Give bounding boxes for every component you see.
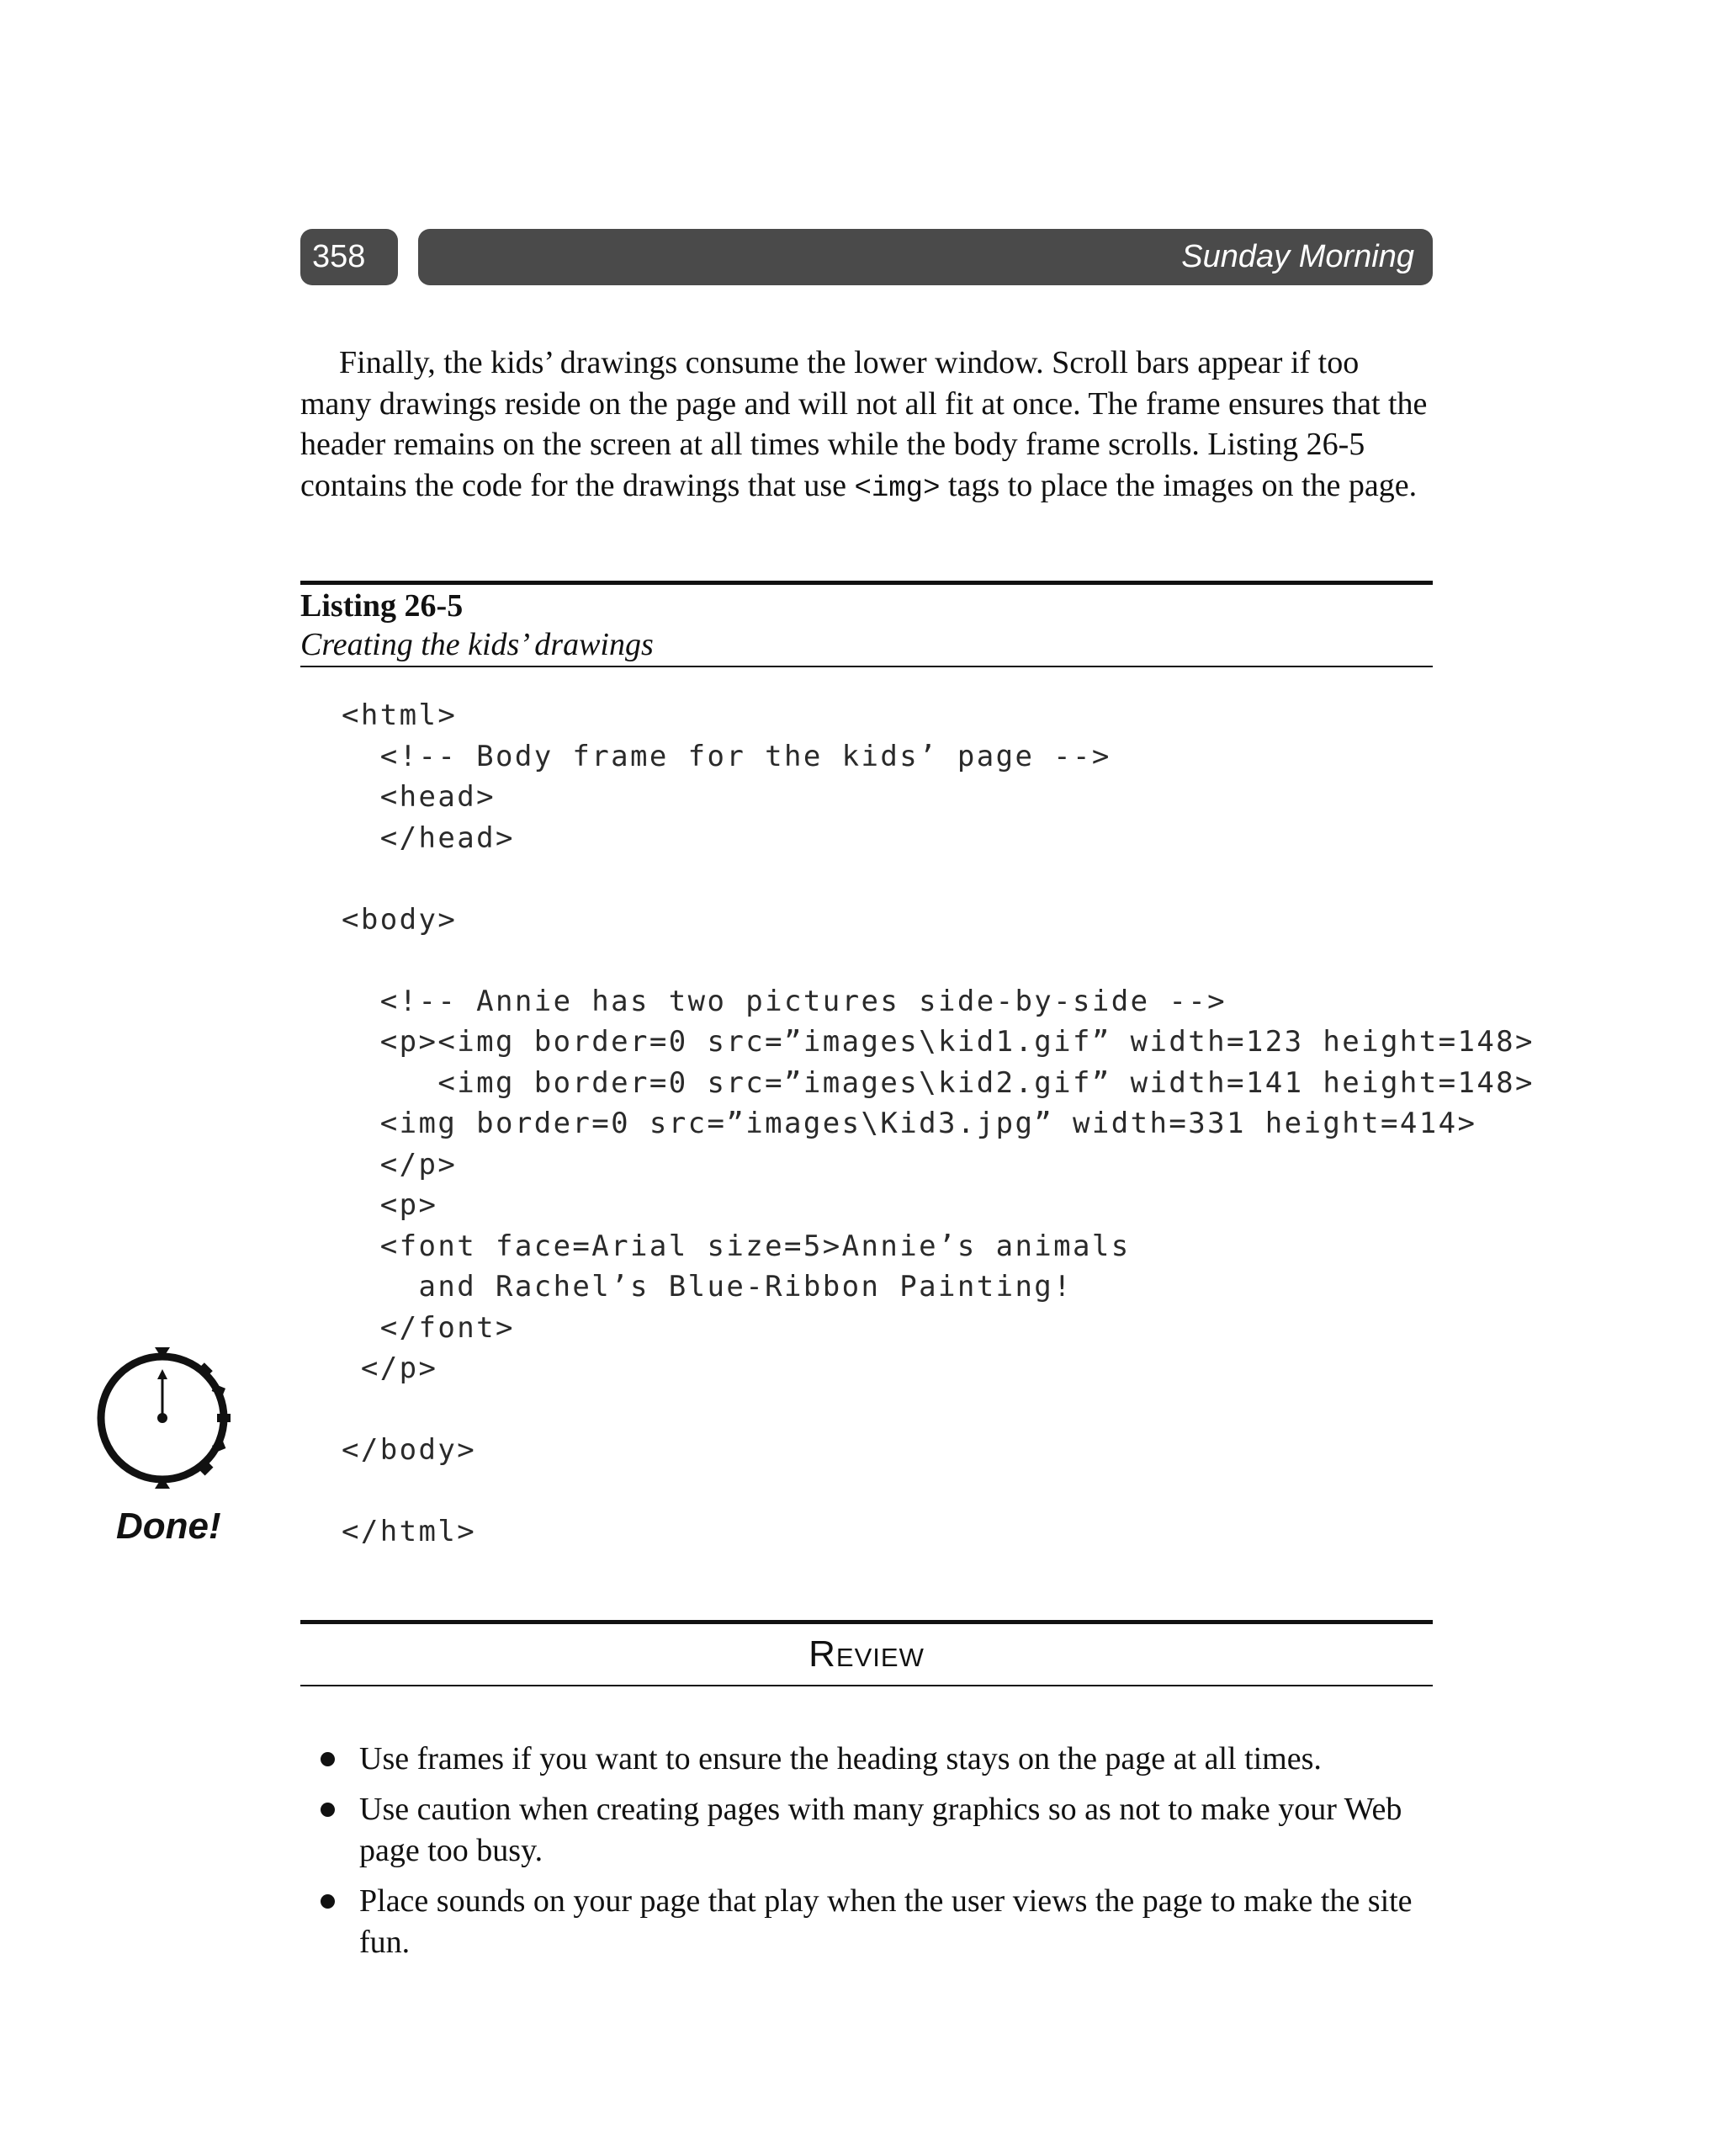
code-line xyxy=(342,940,1535,981)
code-line: </p> xyxy=(342,1351,438,1385)
code-line: <html> xyxy=(342,698,458,732)
code-line xyxy=(342,1471,1535,1512)
review-item xyxy=(300,1789,1433,1872)
review-list xyxy=(300,1739,1433,1973)
bullet-icon xyxy=(321,1894,335,1909)
code-line xyxy=(342,1389,1535,1431)
bullet-icon xyxy=(321,1752,335,1766)
listing-rule-top xyxy=(300,581,1433,585)
code-line: <p><img border=0 src=”images\kid1.gif” width=123 height=148> xyxy=(342,1025,1535,1059)
code-line xyxy=(342,858,1535,900)
review-item-text: Place sounds on your page that play when the user views the page to make the site fun. xyxy=(359,1883,1413,1960)
code-line: <head> xyxy=(342,780,496,814)
code-line: </p> xyxy=(342,1147,458,1182)
code-line: </head> xyxy=(342,820,515,855)
code-line: </body> xyxy=(342,1433,477,1467)
review-heading: Review xyxy=(808,1633,925,1675)
code-line: and Rachel’s Blue-Ribbon Painting! xyxy=(342,1270,1074,1304)
review-rule-top xyxy=(300,1620,1433,1624)
code-line: <!-- Annie has two pictures side-by-side --> xyxy=(342,984,1227,1018)
code-line: </html> xyxy=(342,1515,477,1548)
code-listing xyxy=(342,695,1535,1553)
code-line: <img border=0 src=”images\Kid3.jpg” width=331 height=414> xyxy=(342,1107,1477,1140)
code-line: <p> xyxy=(342,1188,438,1222)
page-number: 358 xyxy=(300,229,398,285)
code-line: </font> xyxy=(342,1310,515,1345)
review-item xyxy=(300,1881,1433,1963)
code-line: <body> xyxy=(342,902,458,937)
code-line: <img border=0 src=”images\kid2.gif” width=141 height=148> xyxy=(342,1065,1535,1100)
listing-title: Creating the kids’ drawings xyxy=(300,627,654,662)
intro-text-after: tags to place the images on the page. xyxy=(940,467,1418,503)
review-item-text: Use frames if you want to ensure the heading stays on the page at all times. xyxy=(359,1741,1322,1776)
listing-label: Listing 26-5 xyxy=(300,588,464,624)
code-line: <!-- Body frame for the kids’ page --> xyxy=(342,739,1111,773)
review-rule-bottom xyxy=(300,1685,1433,1686)
running-head: Sunday Morning xyxy=(418,229,1433,285)
code-line: <font face=Arial size=5>Annie’s animals xyxy=(342,1229,1131,1263)
inline-code-img: <img> xyxy=(854,472,941,505)
intro-text-before: Finally, the kids’ drawings consume the lower window. Scroll bars appear if too many drawings reside on the page and will not all fit at once. The frame ensures that the header remains on the screen at all times while the body frame scrolls. Listing 26-5 contains the code for the drawings that use xyxy=(300,345,1428,503)
intro-paragraph xyxy=(300,343,1433,509)
listing-rule-bottom xyxy=(300,666,1433,667)
done-label: Done! xyxy=(116,1505,221,1547)
stopwatch-icon xyxy=(91,1342,242,1494)
bullet-icon xyxy=(321,1803,335,1817)
review-item-text: Use caution when creating pages with many graphics so as not to make your Web page too busy. xyxy=(359,1792,1402,1868)
review-item xyxy=(300,1739,1433,1780)
